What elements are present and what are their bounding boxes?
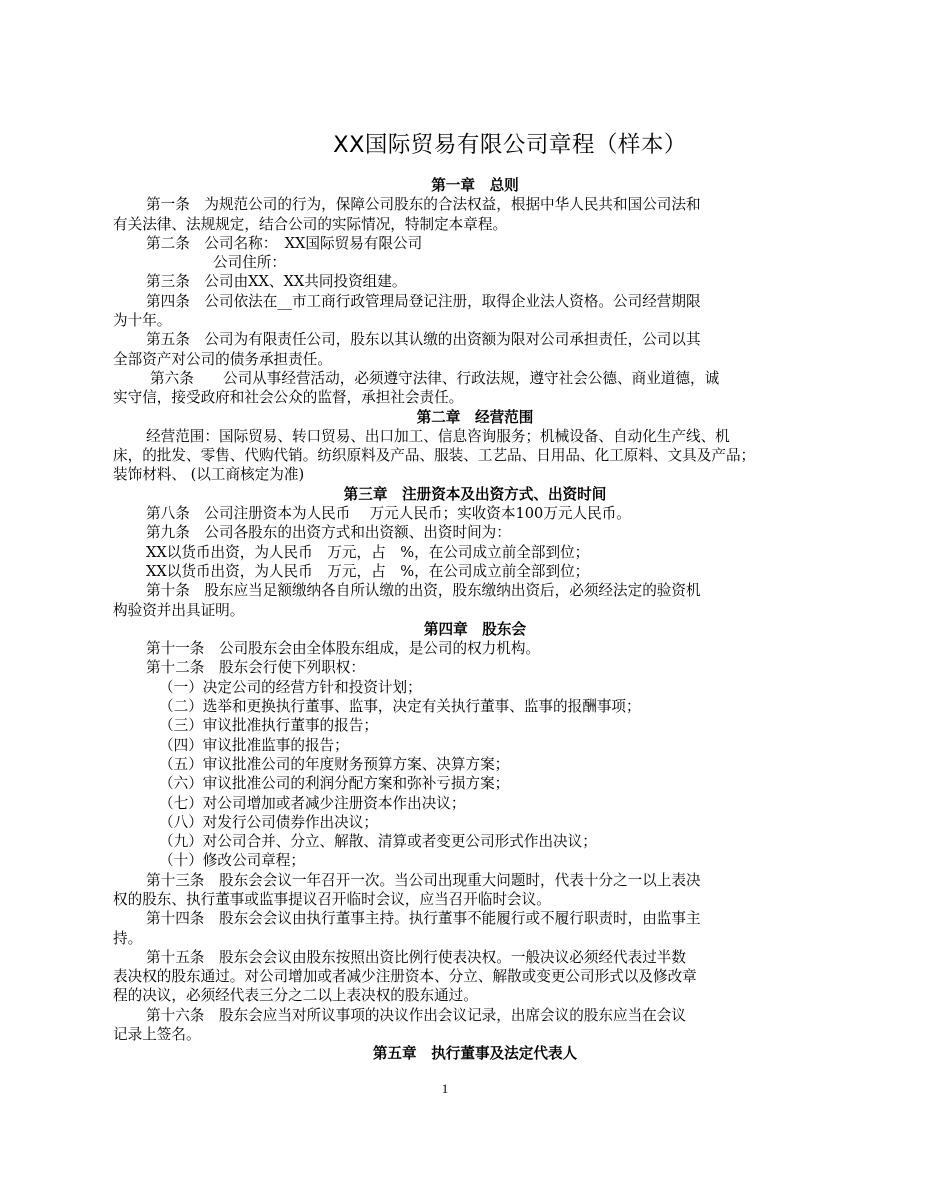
document-title: XX国际贸易有限公司章程（样本） (333, 132, 687, 158)
article-line: 权的股东、执行董事或监事提议召开临时会议，应当召开临时会议。 (113, 890, 551, 908)
article-line: 第十四条 股东会会议由执行董事主持。执行董事不能履行或不履行职责时，由监事主 (146, 910, 701, 928)
list-item: （一）决定公司的经营方针和投资计划； (159, 678, 422, 696)
chapter-heading: 第二章 经营范围 (416, 408, 534, 426)
list-item: （二）选举和更换执行董事、监事，决定有关执行董事、监事的报酬事项； (159, 698, 641, 716)
article-line: 持。 (113, 929, 143, 947)
document-body (113, 176, 777, 1064)
article-line: 为十年。 (113, 312, 172, 330)
list-item: （六）审议批准公司的利润分配方案和弥补亏损方案； (159, 775, 510, 793)
article-line: 第五条 公司为有限责任公司，股东以其认缴的出资额为限对公司承担责任，公司以其 (146, 331, 701, 349)
article-line: 第十五条 股东会会议由股东按照出资比例行使表决权。一般决议必须经代表过半数 (146, 948, 686, 966)
article-line: 床，的批发、零售、代购代销。纺织原料及产品、服装、工艺品、日用品、化工原料、文具及产品； (113, 447, 756, 465)
list-item: （十）修改公司章程； (159, 852, 305, 870)
page-number: 1 (441, 1081, 449, 1096)
article-line: 构验资并出具证明。 (113, 601, 245, 619)
article-line: 第九条 公司各股东的出资方式和出资额、出资时间为： (146, 524, 511, 542)
list-item: （八）对发行公司债券作出决议； (159, 813, 378, 831)
article-line: 公司住所： (213, 254, 286, 272)
article-line: 装饰材料、 (以工商核定为准) (113, 466, 305, 484)
article-line: 第一条 为规范公司的行为，保障公司股东的合法权益，根据中华人民共和国公司法和 (146, 196, 701, 214)
list-item: （四）审议批准监事的报告； (159, 736, 349, 754)
article-line: 第十三条 股东会会议一年召开一次。当公司出现重大问题时，代表十分之一以上表决 (146, 871, 701, 889)
article-line: 第十二条 股东会行使下列职权： (146, 659, 365, 677)
article-line: 第三条 公司由XX、XX共同投资组建。 (146, 273, 407, 291)
list-item: （九）对公司合并、分立、解散、清算或者变更公司形式作出决议； (159, 833, 597, 851)
article-line: 第八条 公司注册资本为人民币 万元人民币；实收资本100万元人民币。 (146, 505, 631, 523)
article-line: 全部资产对公司的债务承担责任。 (113, 350, 332, 368)
chapter-heading: 第三章 注册资本及出资方式、出资时间 (343, 485, 607, 503)
chapter-heading: 第一章 总则 (431, 177, 519, 194)
article-line: XX以货币出资，为人民币 万元，占 %，在公司成立前全部到位； (146, 543, 590, 561)
article-line: 记录上签名。 (113, 1026, 201, 1044)
article-line: 经营范围：国际贸易、转口贸易、出口加工、信息咨询服务；机械设备、自动化生产线、机 (146, 427, 730, 445)
list-item: （五）审议批准公司的年度财务预算方案、决算方案； (159, 755, 510, 773)
article-line: 第十条 股东应当足额缴纳各自所认缴的出资，股东缴纳出资后，必须经法定的验资机 (146, 582, 701, 600)
article-line: 有关法律、法规规定，结合公司的实际情况，特制定本章程。 (113, 215, 508, 233)
list-item: （三）审议批准执行董事的报告； (159, 717, 378, 735)
article-line: 第四条 公司依法在__市工商行政管理局登记注册，取得企业法人资格。公司经营期限 (146, 292, 701, 310)
chapter-heading: 第四章 股东会 (423, 620, 527, 638)
chapter-heading: 第五章 执行董事及法定代表人 (372, 1045, 578, 1063)
article-line: 第十六条 股东会应当对所议事项的决议作出会议记录，出席会议的股东应当在会议 (146, 1006, 686, 1024)
article-line: 第六条 公司从事经营活动，必须遵守法律、行政法规，遵守社会公德、商业道德，诚 (150, 369, 720, 387)
article-line: 第二条 公司名称： XX国际贸易有限公司 (146, 234, 423, 252)
article-line: 程的决议，必须经代表三分之二以上表决权的股东通过。 (113, 987, 478, 1005)
article-line: XX以货币出资，为人民币 万元，占 %，在公司成立前全部到位； (146, 562, 590, 580)
article-line: 第十一条 公司股东会由全体股东组成，是公司的权力机构。 (146, 640, 541, 658)
article-line: 表决权的股东通过。对公司增加或者减少注册资本、分立、解散或变更公司形式以及修改章 (113, 968, 697, 986)
list-item: （七）对公司增加或者减少注册资本作出决议； (159, 794, 466, 812)
article-line: 实守信，接受政府和社会公众的监督，承担社会责任。 (113, 389, 464, 407)
